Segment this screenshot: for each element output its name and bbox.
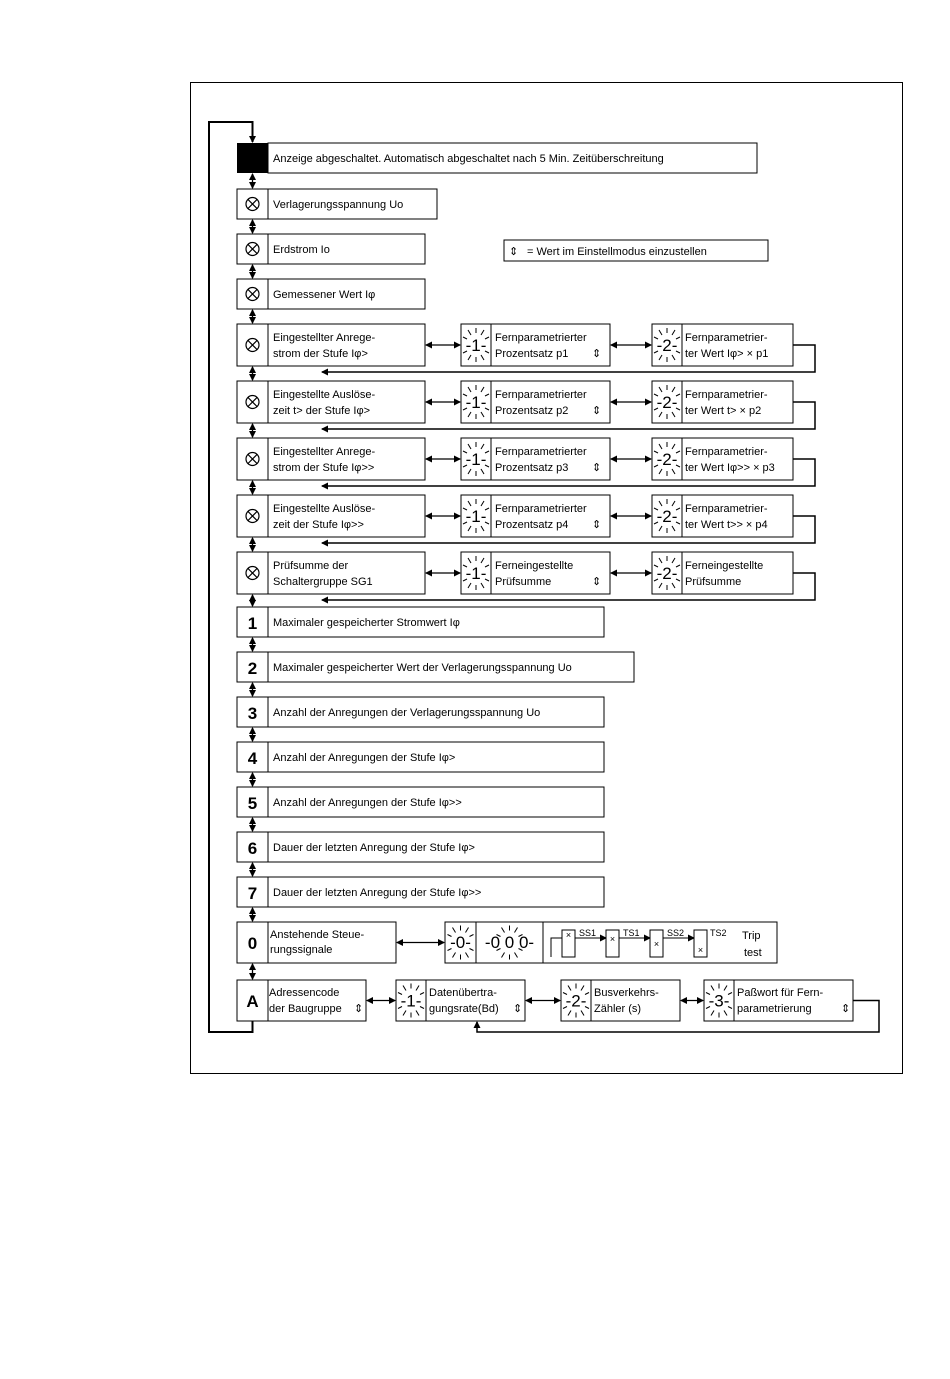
svg-text:×: × <box>653 939 660 949</box>
row-label-2: zeit der Stufe Iφ>> <box>273 519 364 531</box>
row-number-6[interactable] <box>237 832 604 862</box>
row-number-1[interactable] <box>237 607 604 637</box>
row-anregestrom-i1[interactable] <box>237 324 425 366</box>
led-off-icon <box>246 567 259 580</box>
adjustable-icon: ⇕ <box>592 348 602 360</box>
subdisplay-1[interactable] <box>461 324 610 366</box>
row-label: Anzahl der Anregungen der Stufe Iφ> <box>273 752 456 764</box>
adjustable-icon: ⇕ <box>592 462 602 474</box>
sub-label-1: Paßwort für Fern- <box>737 987 824 999</box>
row-label-1: Prüfsumme der <box>273 560 349 572</box>
trip-label: Trip <box>742 930 761 942</box>
row-verlagerungsspannung[interactable] <box>237 189 437 219</box>
row-label-2: zeit t> der Stufe Iφ> <box>273 405 371 417</box>
sub-label-1: Fernparametrier- <box>685 503 768 515</box>
row-label: Dauer der letzten Anregung der Stufe Iφ>> <box>273 887 482 899</box>
svg-text:×: × <box>697 945 704 955</box>
sub-digit: -1- <box>465 564 487 583</box>
sub-digit: -1- <box>465 507 487 526</box>
sub-label-2: Prozentsatz p2 <box>495 405 569 417</box>
sub-label-1: Fernparametrierter <box>495 503 587 515</box>
row-number: A <box>246 992 259 1011</box>
row-erdstrom[interactable] <box>237 234 425 264</box>
row-number: 7 <box>247 884 258 903</box>
adjustable-icon: ⇕ <box>592 576 602 588</box>
row-number-7[interactable] <box>237 877 604 907</box>
sub-label-2: ter Wert Iφ> × p1 <box>685 348 769 360</box>
row-label-2: Schaltergruppe SG1 <box>273 576 373 588</box>
row-0-steuersignale[interactable] <box>237 922 396 963</box>
sub-digit: -0- <box>450 933 471 952</box>
sub-digit: -1- <box>465 393 487 412</box>
row-ausloesezeit-i1[interactable] <box>237 381 425 423</box>
sub-label-2: Prozentsatz p4 <box>495 519 569 531</box>
row-label-2: der Baugruppe <box>269 1003 342 1015</box>
sub-label-2: ter Wert t>> × p4 <box>685 519 768 531</box>
sub-label-2: Zähler (s) <box>594 1003 642 1015</box>
ss1-label: SS1 <box>579 928 597 938</box>
svg-text:×: × <box>609 934 616 944</box>
adjustable-icon: ⇕ <box>592 405 602 417</box>
sub-label-1: Ferneingestellte <box>495 560 574 572</box>
sub-label-1: Fernparametrierter <box>495 446 587 458</box>
row-label-1: Eingestellter Anrege- <box>273 332 376 344</box>
sub-digit: -2- <box>656 450 678 469</box>
row-number: 5 <box>247 794 258 813</box>
sub-digit: -1- <box>465 450 487 469</box>
row-a-subdisplay-1[interactable] <box>396 980 525 1021</box>
sub-label-2: ter Wert t> × p2 <box>685 405 762 417</box>
adjustable-icon: ⇕ <box>841 1003 851 1015</box>
sub-label-2: Prüfsumme <box>685 576 742 588</box>
adjustable-icon: ⇕ <box>592 519 602 531</box>
row-number-2[interactable] <box>237 652 634 682</box>
row-number: 0 <box>247 934 258 953</box>
ss2-label: SS2 <box>667 928 685 938</box>
row-label-1: Adressencode <box>269 987 340 999</box>
sub-label-2: Prozentsatz p3 <box>495 462 569 474</box>
sub-label-1: Fernparametrier- <box>685 389 768 401</box>
row-number: 1 <box>247 614 258 633</box>
sub-label-2: gungsrate(Bd) <box>429 1003 499 1015</box>
sub-label-1: Fernparametrier- <box>685 332 768 344</box>
led-off-icon <box>246 198 259 211</box>
subdisplay-2[interactable] <box>652 324 793 366</box>
legend-symbol: ⇕ <box>509 246 519 258</box>
row-number-5[interactable] <box>237 787 604 817</box>
row-a-subdisplay-3[interactable] <box>704 980 853 1021</box>
sub-label-1: Busverkehrs- <box>594 987 659 999</box>
sub-label-1: Datenübertra- <box>429 987 497 999</box>
row-label: Maximaler gespeicherter Stromwert Iφ <box>273 617 460 629</box>
row-label-2: strom der Stufe Iφ>> <box>273 462 375 474</box>
row-label: Verlagerungsspannung Uo <box>273 199 404 211</box>
row-ausloesezeit-i2[interactable] <box>237 495 425 537</box>
row-number-4[interactable] <box>237 742 604 772</box>
row-label-1: Eingestellte Auslöse- <box>273 503 376 515</box>
sub-label-1: Fernparametrier- <box>685 446 768 458</box>
sub-digit: -2- <box>565 991 587 1011</box>
svg-text:×: × <box>565 930 572 940</box>
sub-label-1: Ferneingestellte <box>685 560 764 572</box>
sub-digit: -2- <box>656 336 678 355</box>
row-number-3[interactable] <box>237 697 604 727</box>
sub-label-2: Prüfsumme <box>495 576 552 588</box>
row-label-2: strom der Stufe Iφ> <box>273 348 368 360</box>
sub-digit: -1- <box>465 336 487 355</box>
sub-label-1: Fernparametrierter <box>495 332 587 344</box>
row-a-subdisplay-2[interactable] <box>561 980 680 1021</box>
sub-digit: -2- <box>656 393 678 412</box>
row-0-subdisplay[interactable] <box>445 922 777 963</box>
sub-digit: -2- <box>656 564 678 583</box>
row-pruefsumme[interactable] <box>237 552 425 594</box>
ts2-label: TS2 <box>710 928 727 938</box>
subdisplay-2[interactable] <box>652 381 793 423</box>
adjustable-icon: ⇕ <box>354 1003 364 1015</box>
row-number: 2 <box>247 659 258 678</box>
sub-digit: -1- <box>400 991 422 1011</box>
subdisplay-1[interactable] <box>461 552 610 594</box>
sub-digit: -3- <box>708 991 730 1011</box>
led-off-icon <box>246 288 259 301</box>
row-label: Gemessener Wert Iφ <box>273 289 376 301</box>
sub-label-2: ter Wert Iφ>> × p3 <box>685 462 775 474</box>
ts1-label: TS1 <box>623 928 640 938</box>
subdisplay-2[interactable] <box>652 438 793 480</box>
legend-text: = Wert im Einstellmodus einzustellen <box>527 246 707 258</box>
row-number: 6 <box>247 839 258 858</box>
top-row-text: Anzeige abgeschaltet. Automatisch abgeschaltet nach 5 Min. Zeitüberschreitung <box>273 153 664 165</box>
row-a-adressencode[interactable] <box>237 980 366 1021</box>
row-label: Maximaler gespeicherter Wert der Verlagerungsspannung Uo <box>273 662 572 674</box>
row-anregestrom-i2[interactable] <box>237 438 425 480</box>
led-off-icon <box>246 396 259 409</box>
adjustable-icon: ⇕ <box>513 1003 523 1015</box>
subdisplay-1[interactable] <box>461 381 610 423</box>
subdisplay-2[interactable] <box>652 552 793 594</box>
led-off-icon <box>246 243 259 256</box>
display-off-indicator <box>237 143 268 173</box>
led-off-icon <box>246 510 259 523</box>
sub-label-1: Fernparametrierter <box>495 389 587 401</box>
test-label: test <box>744 947 762 959</box>
row-label-2: rungssignale <box>270 944 333 956</box>
sub-label-2: Prozentsatz p1 <box>495 348 569 360</box>
led-off-icon <box>246 339 259 352</box>
subdisplay-2[interactable] <box>652 495 793 537</box>
row-label: Anzahl der Anregungen der Verlagerungsspannung Uo <box>273 707 541 719</box>
row-label-1: Anstehende Steue- <box>270 929 365 941</box>
subdisplay-1[interactable] <box>461 438 610 480</box>
row-label: Dauer der letzten Anregung der Stufe Iφ> <box>273 842 475 854</box>
row-label: Anzahl der Anregungen der Stufe Iφ>> <box>273 797 462 809</box>
sub-label-2: parametrierung <box>737 1003 812 1015</box>
row-number: 4 <box>247 749 258 768</box>
row-number: 3 <box>247 704 258 723</box>
led-off-icon <box>246 453 259 466</box>
subdisplay-1[interactable] <box>461 495 610 537</box>
row-gemessener-wert[interactable] <box>237 279 425 309</box>
sub-digit: -2- <box>656 507 678 526</box>
row-label: Erdstrom Io <box>273 244 330 256</box>
row-label-1: Eingestellte Auslöse- <box>273 389 376 401</box>
sub-digits: -0 0 0- <box>484 933 535 952</box>
row-label-1: Eingestellter Anrege- <box>273 446 376 458</box>
